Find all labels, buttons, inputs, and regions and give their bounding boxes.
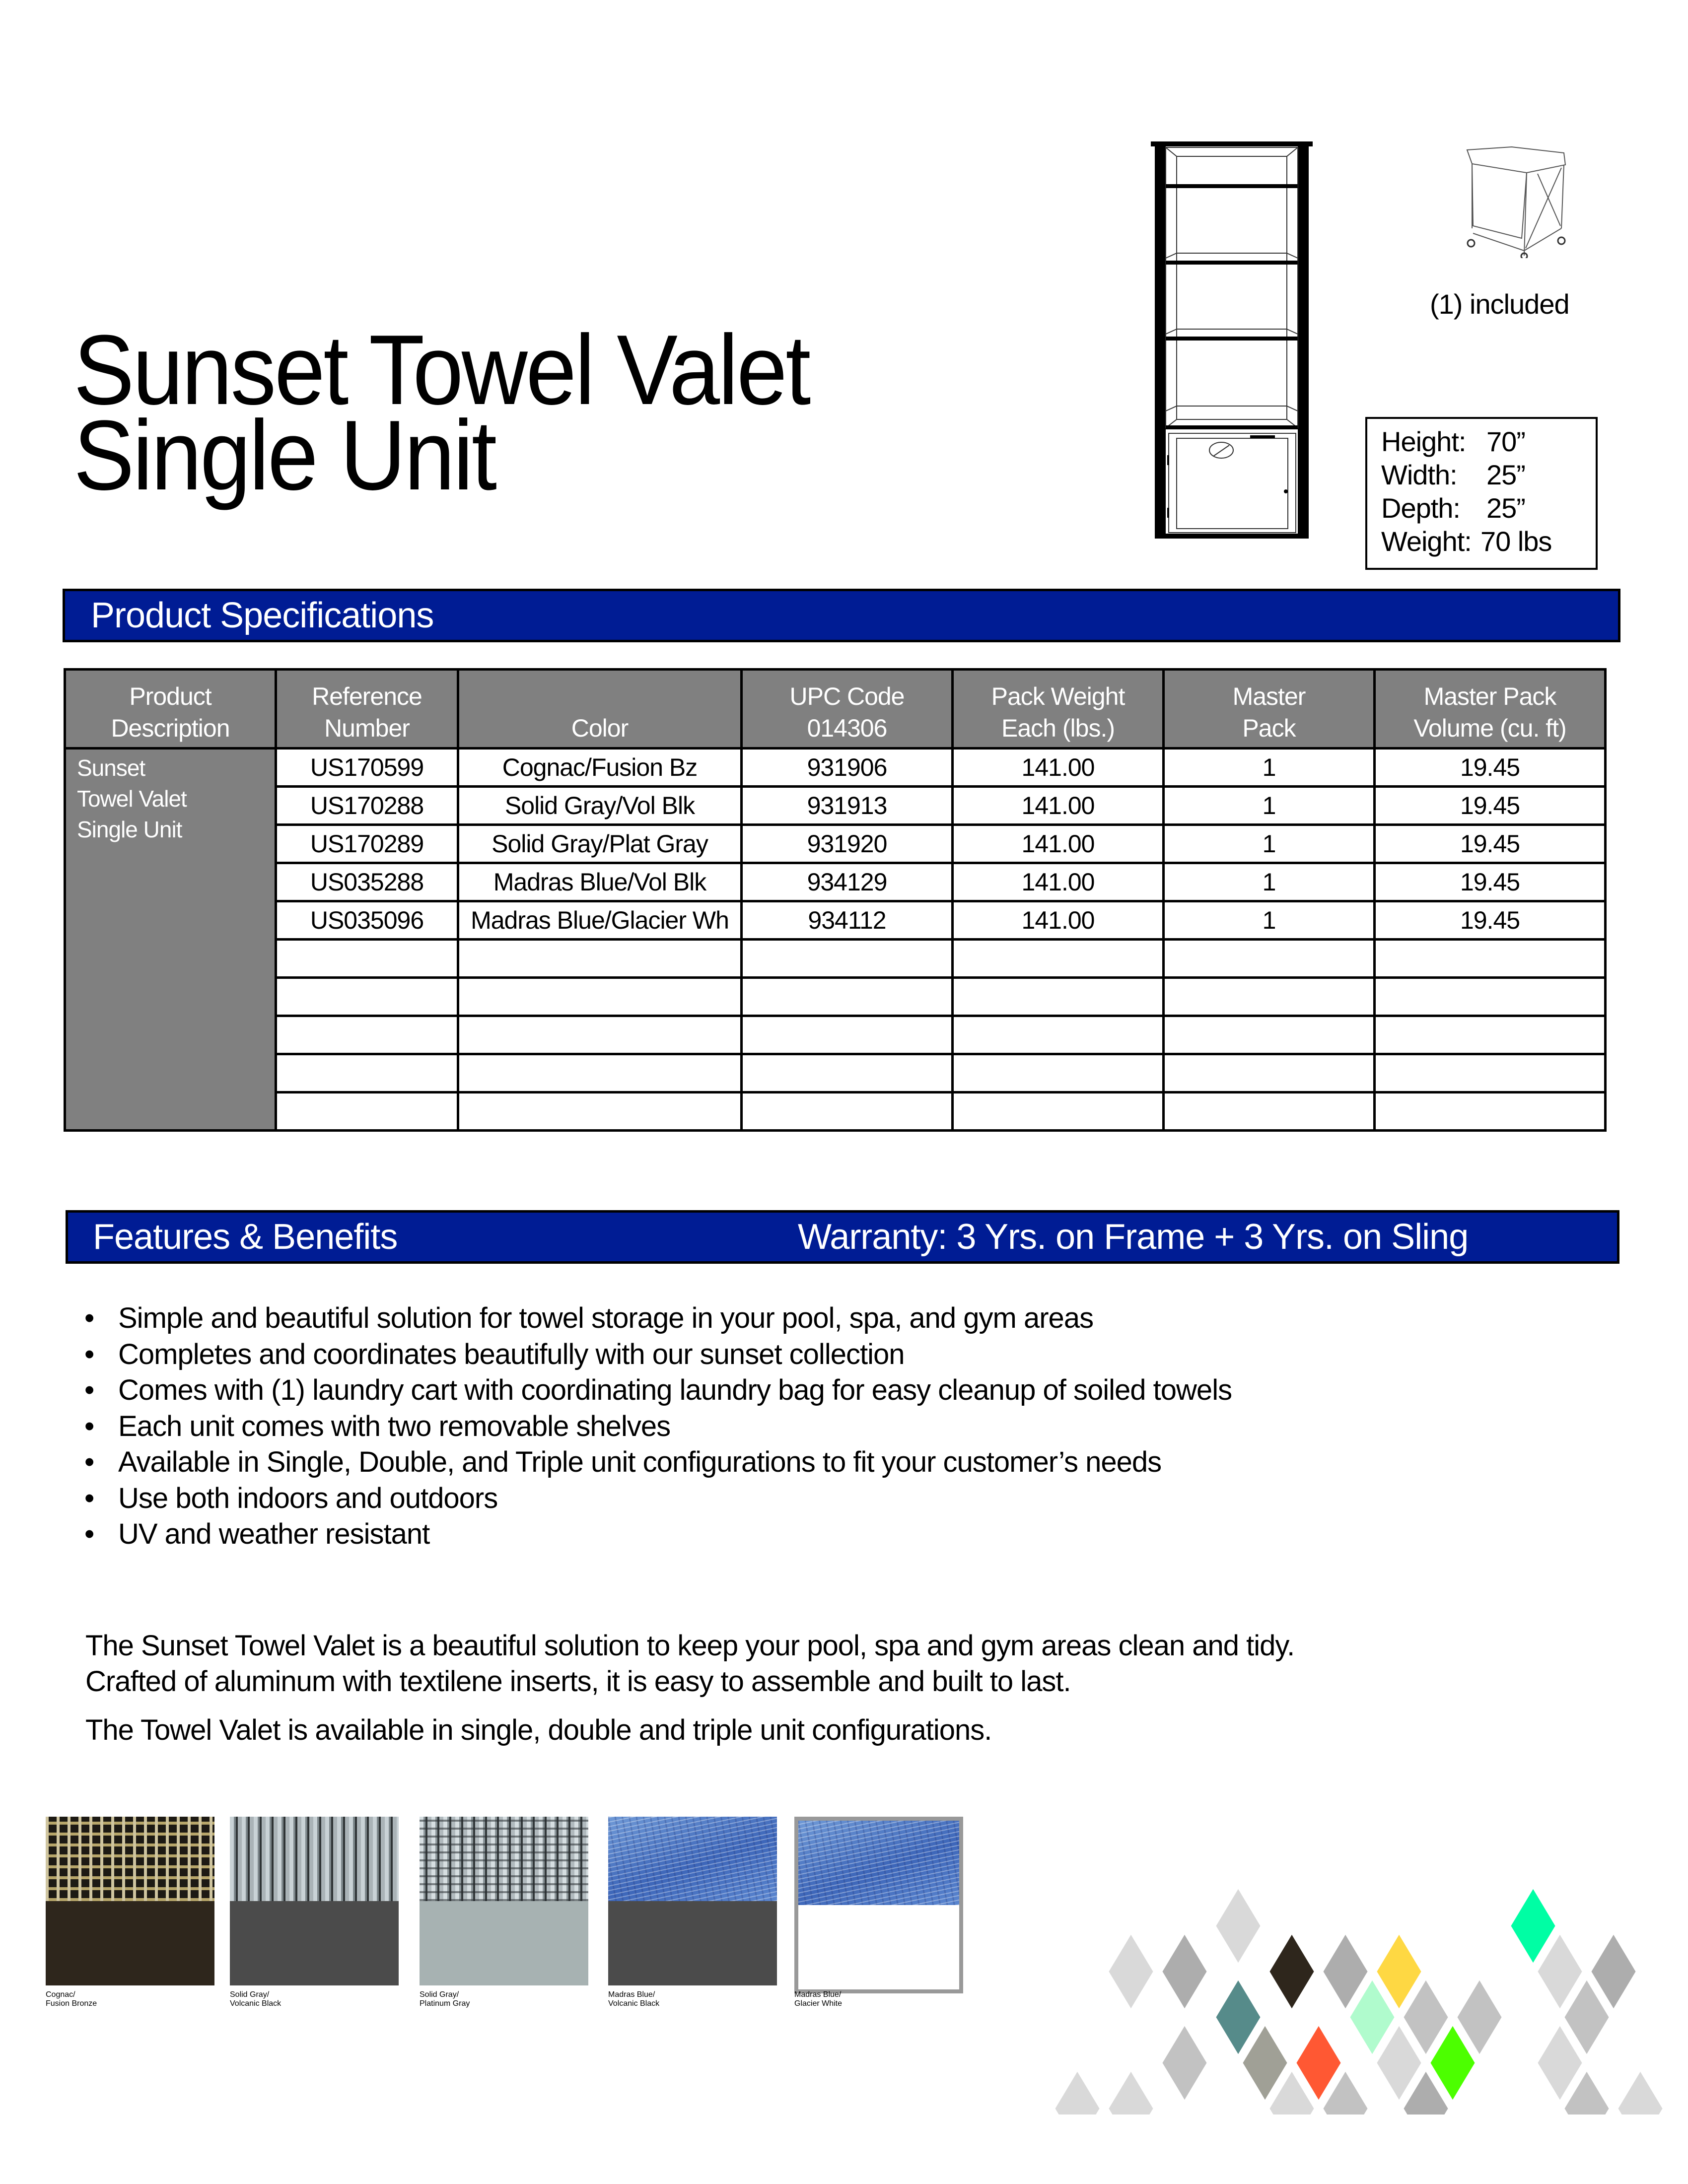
features-benefits-header [66,1210,1619,1264]
cell-color: Madras Blue/Glacier Wh [458,901,742,940]
logo-diamond [1617,2069,1664,2115]
feature-item: • Each unit comes with two removable shelves [79,1409,1232,1445]
dimension-depth: Depth: 25” [1381,492,1525,524]
feature-item: • Completes and coordinates beautifully with our sunset collection [79,1337,1232,1373]
cell-upc-code: 931906 [742,749,953,787]
swatch-label: Cognac/ Fusion Bronze [46,1990,97,2008]
cell-pack-weight [953,1054,1164,1092]
cell-master-pack: 1 [1164,787,1375,825]
fabric-sample [420,1817,588,1901]
cell-pack-weight [953,1016,1164,1054]
swatch-label: Madras Blue/ Glacier White [794,1990,843,2008]
cell-master-pack-volume: 19.45 [1375,787,1606,825]
feature-item: • Use both indoors and outdoors [79,1481,1232,1517]
cell-master-pack [1164,940,1375,978]
frame-color-sample [46,1901,214,1985]
cell-color [458,940,742,978]
dimension-width: Width: 25” [1381,459,1525,490]
cell-master-pack: 1 [1164,863,1375,901]
header-reference-number: Reference Number [276,670,458,749]
description-paragraph-1: The Sunset Towel Valet is a beautiful solution to keep your pool, spa and gym areas clean and tidy. Crafted of aluminum with textilene inserts, it is easy to assemble and built to last. [85,1630,1295,1698]
swatch-item [794,1817,963,1993]
cell-pack-weight [953,1092,1164,1131]
cell-master-pack-volume: 19.45 [1375,863,1606,901]
swatch-item [420,1817,588,1985]
feature-item: • UV and weather resistant [79,1516,1232,1553]
header-product-description: Product Description [65,670,276,749]
laundry-cart-illustration [1442,139,1566,258]
table-row [65,901,1606,940]
bullet-icon: • [84,1518,94,1550]
towel-valet-cabinet-illustration [1151,141,1313,541]
cell-color [458,978,742,1016]
table-row [65,978,1606,1016]
cart-caption: (1) included [1430,288,1569,320]
title-line-2: Single Unit [73,400,495,511]
swatch-item [46,1817,214,1985]
fabric-sample [230,1817,399,1901]
fabric-sample [608,1817,777,1901]
swatch-label: Madras Blue/ Volcanic Black [608,1990,660,2008]
logo-diamond [1214,1886,1262,1966]
cell-upc-code: 934112 [742,901,953,940]
logo-diamond [1161,1932,1208,2011]
cell-master-pack-volume: 19.45 [1375,825,1606,863]
bullet-icon: • [84,1446,94,1478]
bullet-icon: • [84,1482,94,1514]
cell-upc-code [742,940,953,978]
cell-upc-code [742,978,953,1016]
page-title [73,315,809,511]
cell-upc-code [742,1092,953,1131]
dimension-weight: Weight: 70 lbs [1381,526,1552,557]
logo-diamond [1268,1932,1316,2011]
cell-master-pack: 1 [1164,749,1375,787]
product-specifications-header [63,589,1620,642]
cell-master-pack-volume [1375,1092,1606,1131]
cell-upc-code [742,1054,953,1092]
cell-pack-weight [953,940,1164,978]
bullet-icon: • [84,1410,94,1442]
table-row [65,1092,1606,1131]
swatch-item [230,1817,399,1985]
bullet-icon: • [84,1374,94,1406]
table-row [65,749,1606,787]
logo-diamond [1054,2069,1101,2115]
logo-diamond [1161,2023,1208,2103]
cell-pack-weight: 141.00 [953,901,1164,940]
cell-reference-number [276,1092,458,1131]
cell-reference-number [276,1016,458,1054]
dimensions-box [1365,417,1598,570]
frame-color-sample [798,1905,959,1989]
cell-reference-number: US035096 [276,901,458,940]
cell-reference-number [276,940,458,978]
table-row [65,863,1606,901]
warranty-text: Warranty: 3 Yrs. on Frame + 3 Yrs. on Sling [798,1217,1469,1257]
swatch-label: Solid Gray/ Volcanic Black [230,1990,281,2008]
cell-master-pack-volume [1375,940,1606,978]
cell-reference-number: US170289 [276,825,458,863]
cell-master-pack-volume [1375,1054,1606,1092]
cell-master-pack [1164,1016,1375,1054]
description-paragraph-2: The Towel Valet is available in single, double and triple unit configurations. [85,1714,992,1746]
frame-color-sample [420,1901,588,1985]
cell-color [458,1092,742,1131]
header-master-pack: Master Pack [1164,670,1375,749]
cell-master-pack-volume [1375,978,1606,1016]
header-pack-weight: Pack Weight Each (lbs.) [953,670,1164,749]
table-row [65,1054,1606,1092]
cell-pack-weight: 141.00 [953,825,1164,863]
section-title: Features & Benefits [93,1217,398,1257]
cell-master-pack [1164,1092,1375,1131]
cell-reference-number: US170288 [276,787,458,825]
cell-upc-code [742,1016,953,1054]
header-upc-code: UPC Code 014306 [742,670,953,749]
table-row [65,1016,1606,1054]
cell-master-pack: 1 [1164,825,1375,863]
features-list [79,1300,1232,1553]
bullet-icon: • [84,1302,94,1334]
feature-item: • Simple and beautiful solution for towel storage in your pool, spa, and gym areas [79,1300,1232,1337]
cell-color [458,1054,742,1092]
cell-master-pack [1164,978,1375,1016]
cell-color: Cognac/Fusion Bz [458,749,742,787]
cell-upc-code: 931920 [742,825,953,863]
product-description-cell: Sunset Towel Valet Single Unit [65,749,276,1131]
cell-pack-weight: 141.00 [953,787,1164,825]
table-row [65,940,1606,978]
swatch-item [608,1817,777,1985]
diamond-pattern-logo [1053,1886,1668,2115]
cell-reference-number [276,978,458,1016]
logo-diamond [1107,2069,1155,2115]
cell-upc-code: 934129 [742,863,953,901]
bullet-icon: • [84,1338,94,1370]
cell-master-pack-volume: 19.45 [1375,749,1606,787]
cell-pack-weight: 141.00 [953,749,1164,787]
feature-item: • Available in Single, Double, and Triple unit configurations to fit your customer’s needs [79,1444,1232,1481]
cell-pack-weight [953,978,1164,1016]
cell-color: Solid Gray/Plat Gray [458,825,742,863]
cell-master-pack-volume: 19.45 [1375,901,1606,940]
cell-master-pack: 1 [1164,901,1375,940]
header-master-pack-volume: Master Pack Volume (cu. ft) [1375,670,1606,749]
cell-color: Madras Blue/Vol Blk [458,863,742,901]
cell-pack-weight: 141.00 [953,863,1164,901]
table-row [65,787,1606,825]
frame-color-sample [608,1901,777,1985]
cell-reference-number [276,1054,458,1092]
cell-master-pack-volume [1375,1016,1606,1054]
spec-table [64,668,1607,1132]
title-line-1: Sunset Towel Valet [73,315,809,425]
feature-item: • Comes with (1) laundry cart with coordinating laundry bag for easy cleanup of soiled towels [79,1372,1232,1409]
cell-reference-number: US035288 [276,863,458,901]
table-row [65,825,1606,863]
table-header-row [65,670,1606,749]
swatch-label: Solid Gray/ Platinum Gray [420,1990,470,2008]
cell-upc-code: 931913 [742,787,953,825]
frame-color-sample [230,1901,399,1985]
cell-reference-number: US170599 [276,749,458,787]
section-title: Product Specifications [91,596,434,635]
header-color: Color [458,670,742,749]
cell-master-pack [1164,1054,1375,1092]
fabric-sample [46,1817,214,1901]
dimension-height: Height: 70” [1381,426,1525,457]
cell-color: Solid Gray/Vol Blk [458,787,742,825]
logo-diamond [1107,1932,1155,2011]
fabric-sample [798,1821,959,1905]
cell-color [458,1016,742,1054]
